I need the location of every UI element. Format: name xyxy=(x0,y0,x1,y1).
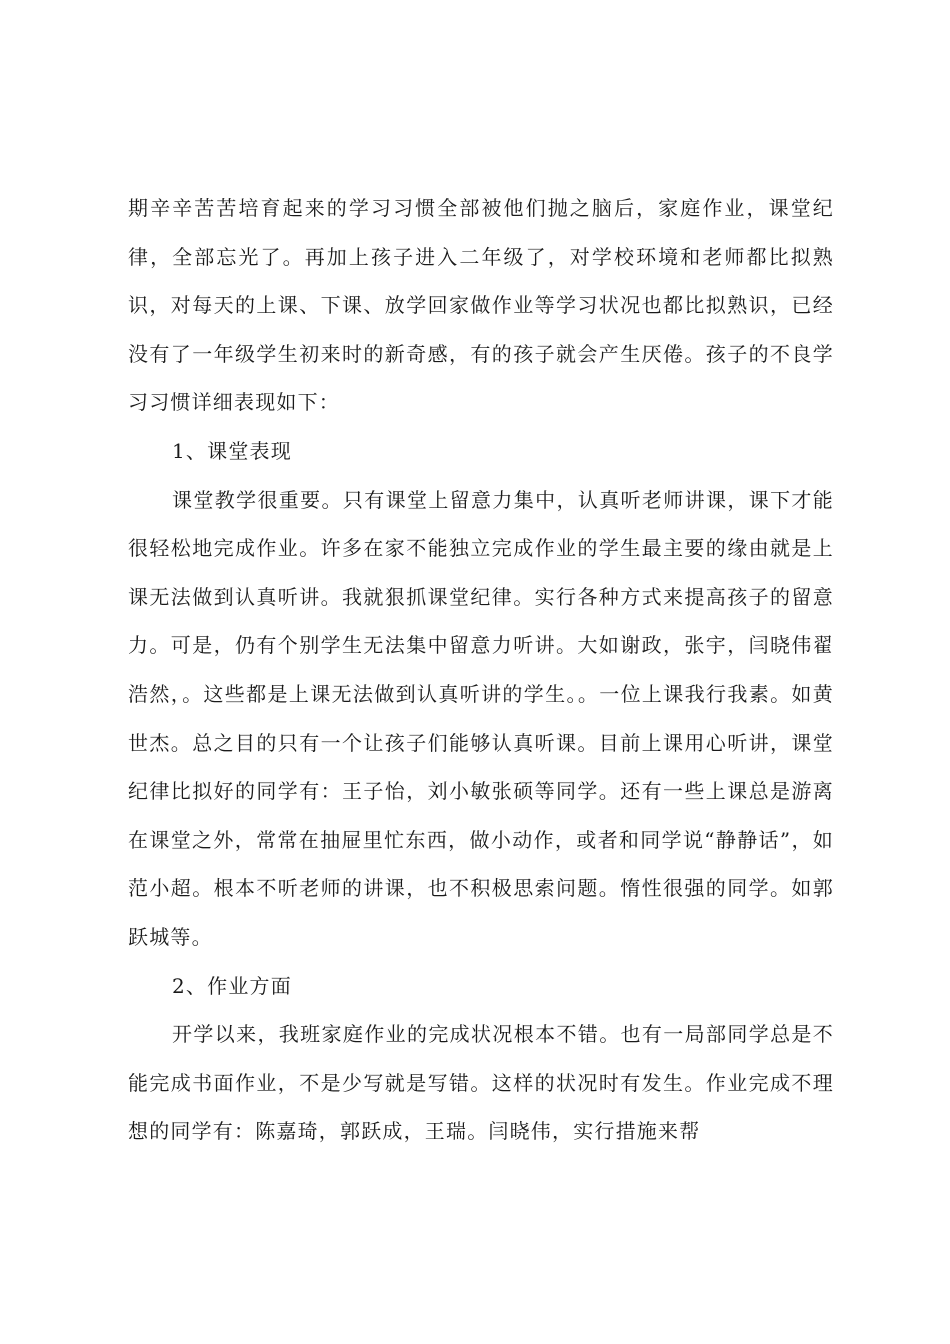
section-heading-classroom: 1、课堂表现 xyxy=(172,438,292,463)
section-heading-homework: 2、作业方面 xyxy=(172,973,292,998)
paragraph-homework: 开学以来，我班家庭作业的完成状况根本不错。也有一局部同学总是不能完成书面作业，不是少写就是写错。这样的状况时有发生。作业完成不理想的同学有：陈嘉琦，郭跃成，王瑞。闫晓伟，实行措施来帮 xyxy=(128,1022,834,1144)
paragraph-continuation: 期辛辛苦苦培育起来的学习习惯全部被他们抛之脑后，家庭作业，课堂纪律，全部忘光了。再加上孩子进入二年级了，对学校环境和老师都比拟熟识，对每天的上课、下课、放学回家做作业等学习状况也都比拟熟识，已经没有了一年级学生初来时的新奇感，有的孩子就会产生厌倦。孩子的不良学习习惯详细表现如下： xyxy=(128,196,834,415)
document-body xyxy=(128,184,834,1156)
paragraph-classroom: 课堂教学很重要。只有课堂上留意力集中，认真听老师讲课，课下才能很轻松地完成作业。许多在家不能独立完成作业的学生最主要的缘由就是上课无法做到认真听讲。我就狠抓课堂纪律。实行各种方式来提高孩子的留意力。可是，仍有个别学生无法集中留意力听讲。大如谢政，张宇，闫晓伟翟浩然，。这些都是上课无法做到认真听讲的学生。。一位上课我行我素。如黄世杰。总之目的只有一个让孩子们能够认真听课。目前上课用心听讲，课堂纪律比拟好的同学有：王子怡，刘小敏张硕等同学。还有一些上课总是游离在课堂之外，常常在抽屉里忙东西，做小动作，或者和同学说“静静话”，如范小超。根本不听老师的讲课，也不积极思索问题。惰性很强的同学。如郭跃城等。 xyxy=(128,487,834,949)
